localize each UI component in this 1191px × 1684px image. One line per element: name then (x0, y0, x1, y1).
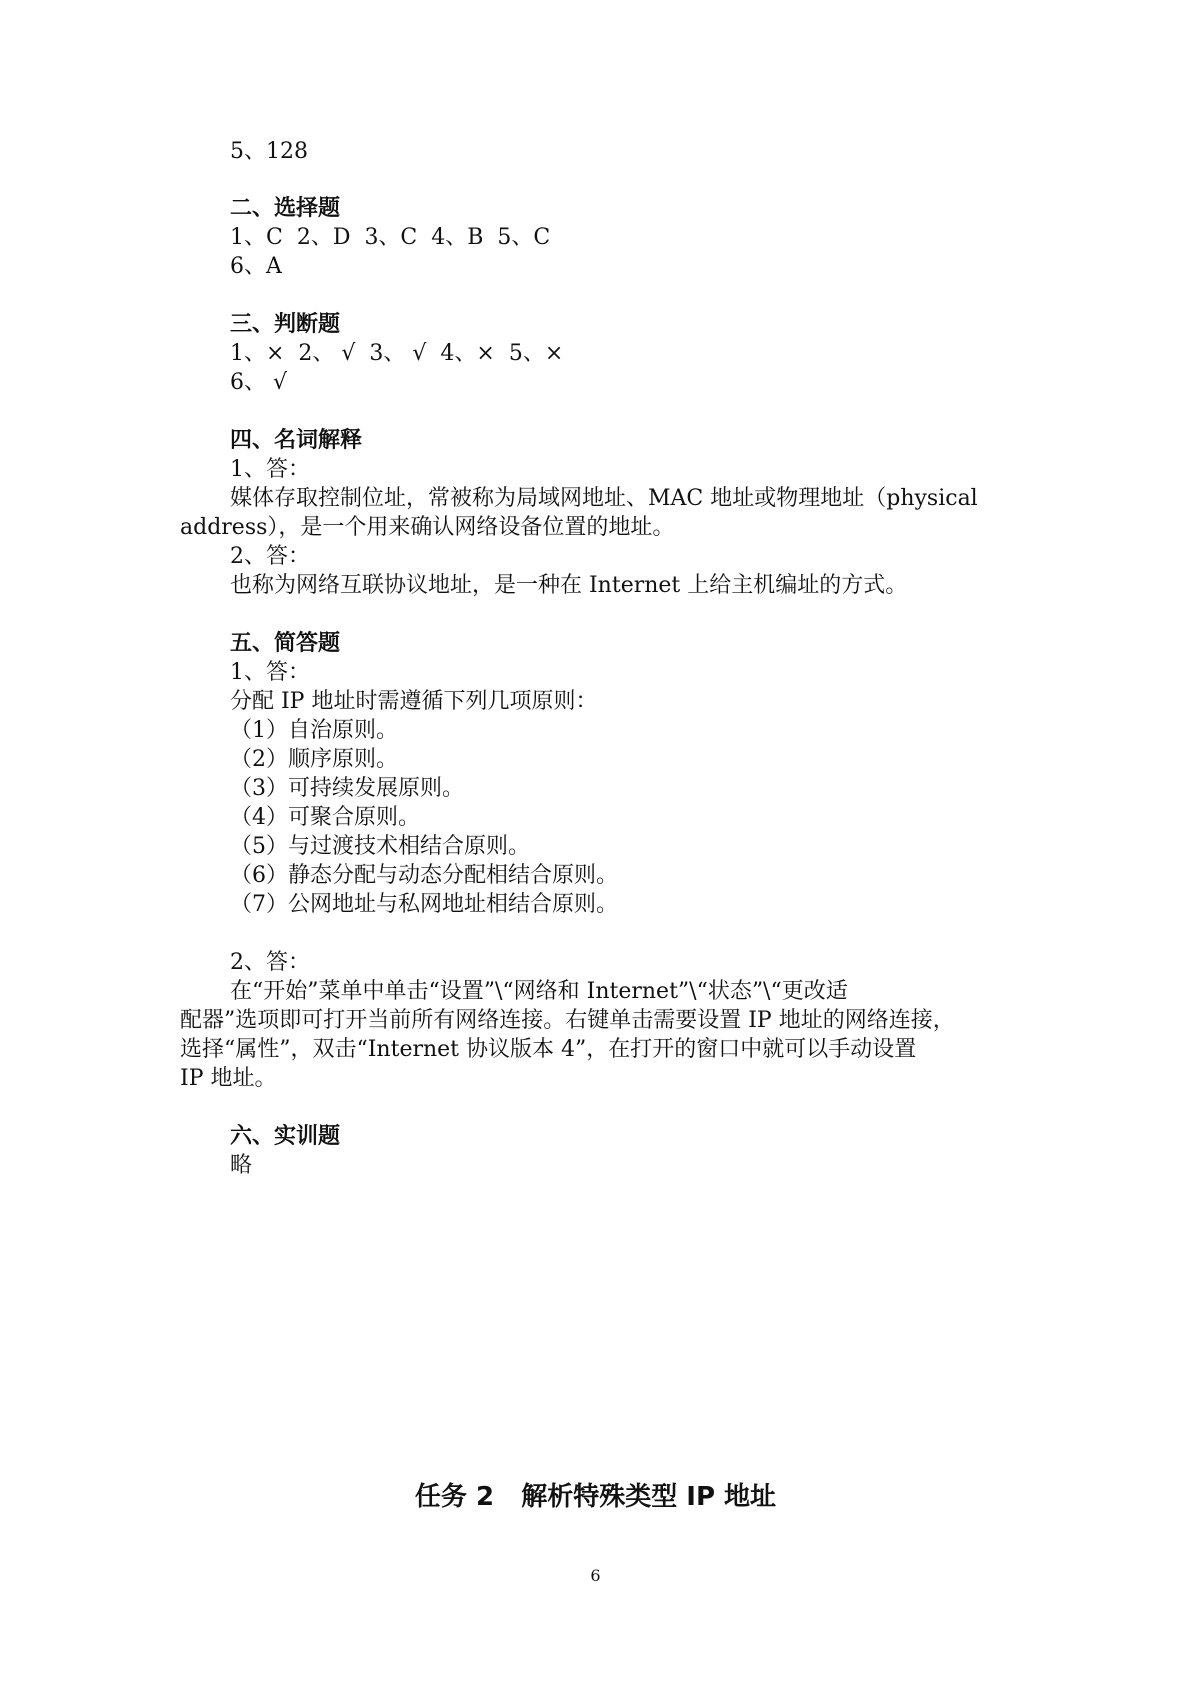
principle-item: （1）自治原则。 (230, 718, 398, 743)
short-answer-1-label: 1、答： (230, 660, 310, 685)
terms-answer-1-label: 1、答： (230, 457, 310, 482)
principle-item: （3）可持续发展原则。 (230, 776, 464, 801)
terms-heading: 四、名词解释 (230, 428, 363, 453)
judge-answers-row-1: 1、× 2、 √ 3、 √ 4、× 5、× (230, 341, 564, 366)
practice-heading: 六、实训题 (230, 1124, 341, 1149)
judge-heading: 三、判断题 (230, 312, 341, 337)
short-answer-2-line-2: 配器”选项即可打开当前所有网络连接。右键单击需要设置 IP 地址的网络连接， (180, 1008, 955, 1033)
terms-answer-2-label: 2、答： (230, 544, 310, 569)
judge-answers-row-2: 6、 √ (230, 370, 288, 395)
choice-heading: 二、选择题 (230, 196, 341, 221)
practice-body: 略 (230, 1153, 253, 1178)
short-answer-2-label: 2、答： (230, 950, 310, 975)
terms-answer-2-line-1: 也称为网络互联协议地址，是一种在 Internet 上给主机编址的方式。 (230, 573, 908, 598)
fill-blank-item-5: 5、128 (230, 139, 308, 164)
principle-item: （6）静态分配与动态分配相结合原则。 (230, 863, 618, 888)
terms-answer-1-line-2: address），是一个用来确认网络设备位置的地址。 (180, 515, 675, 540)
page-number: 6 (590, 1566, 601, 1585)
short-answer-heading: 五、简答题 (230, 631, 341, 656)
choice-answers-row-2: 6、A (230, 254, 282, 279)
short-answer-1-intro: 分配 IP 地址时需遵循下列几项原则： (230, 689, 598, 714)
principle-item: （4）可聚合原则。 (230, 805, 420, 830)
short-answer-2-line-3: 选择“属性”，双击“Internet 协议版本 4”，在打开的窗口中就可以手动设置 (180, 1037, 917, 1062)
short-answer-2-line-1: 在“开始”菜单中单击“设置”\“网络和 Internet”\“状态”\“更改适 (230, 979, 848, 1004)
principle-item: （2）顺序原则。 (230, 747, 398, 772)
principle-item: （5）与过渡技术相结合原则。 (230, 834, 530, 859)
principle-item: （7）公网地址与私网地址相结合原则。 (230, 892, 618, 917)
short-answer-2-line-4: IP 地址。 (180, 1066, 277, 1091)
terms-answer-1-line-1: 媒体存取控制位址，常被称为局域网地址、MAC 地址或物理地址（physical (230, 486, 978, 511)
task-title: 任务 2 解析特殊类型 IP 地址 (414, 1482, 777, 1512)
choice-answers-row-1: 1、C 2、D 3、C 4、B 5、C (230, 225, 551, 250)
